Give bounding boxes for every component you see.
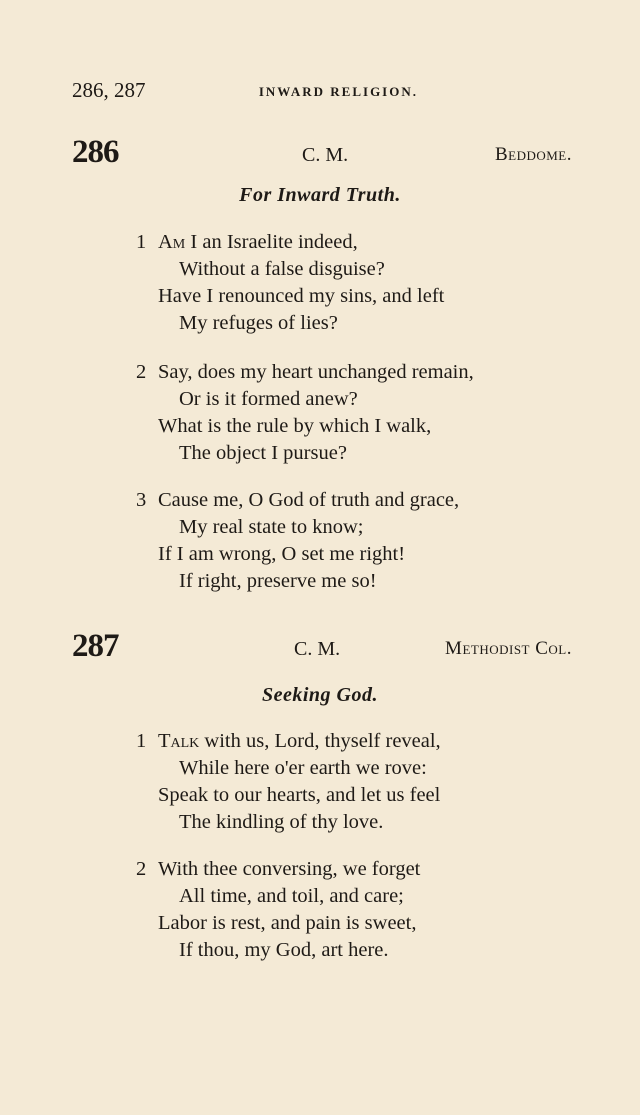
- verse-line: If I am wrong, O set me right!: [158, 543, 406, 565]
- verse-line: 1 Am I an Israelite indeed,: [136, 229, 556, 256]
- hymn-meter: C. M.: [294, 638, 341, 660]
- hymn-header: [72, 628, 572, 668]
- stanza: [136, 359, 556, 467]
- verse-line: My refuges of lies?: [179, 312, 338, 334]
- verse-line: While here o'er earth we rove:: [179, 757, 427, 779]
- hymn-author: Beddome.: [494, 144, 572, 165]
- hymn-subtitle: For Inward Truth.: [239, 184, 401, 206]
- stanza: [136, 229, 556, 337]
- page-numbers: 286, 287: [72, 78, 146, 102]
- verse-line: 1 Talk with us, Lord, thyself reveal,: [136, 728, 556, 755]
- verse-line: All time, and toil, and care;: [179, 885, 404, 907]
- verse-first-word: Talk: [158, 730, 200, 752]
- section-title: INWARD RELIGION.: [258, 84, 418, 99]
- verse-first-word: Am: [158, 231, 186, 253]
- verse-line: Speak to our hearts, and let us feel: [158, 784, 441, 806]
- stanza-number: 2: [136, 858, 147, 880]
- verse-line: The kindling of thy love.: [179, 811, 384, 833]
- hymn-number: 286: [72, 134, 119, 170]
- verse-line: If right, preserve me so!: [179, 570, 377, 592]
- verse-line: Or is it formed anew?: [179, 388, 358, 410]
- stanza-number: 1: [136, 231, 147, 253]
- stanza: [136, 728, 556, 836]
- stanza-number: 3: [136, 489, 147, 511]
- hymn-header: [72, 134, 572, 174]
- hymn-subtitle: Seeking God.: [262, 684, 378, 706]
- verse-line: The object I pursue?: [179, 442, 347, 464]
- verse-line: If thou, my God, art here.: [179, 939, 389, 961]
- stanza: [136, 856, 556, 964]
- stanza-number: 1: [136, 730, 147, 752]
- verse-line: Labor is rest, and pain is sweet,: [158, 912, 417, 934]
- verse-line: 3 Cause me, O God of truth and grace,: [136, 487, 556, 514]
- verse-line: 2 With thee conversing, we forget: [136, 856, 556, 883]
- hymn-author: Methodist Col.: [445, 638, 572, 659]
- running-head: [72, 78, 418, 108]
- stanza-number: 2: [136, 361, 147, 383]
- hymn-number: 287: [72, 628, 119, 664]
- verse-line: Without a false disguise?: [179, 258, 385, 280]
- verse-line: What is the rule by which I walk,: [158, 415, 432, 437]
- hymn-meter: C. M.: [302, 144, 349, 166]
- verse-line: Have I renounced my sins, and left: [158, 285, 445, 307]
- verse-line: My real state to know;: [179, 516, 364, 538]
- stanza: [136, 487, 556, 595]
- verse-line: 2 Say, does my heart unchanged remain,: [136, 359, 556, 386]
